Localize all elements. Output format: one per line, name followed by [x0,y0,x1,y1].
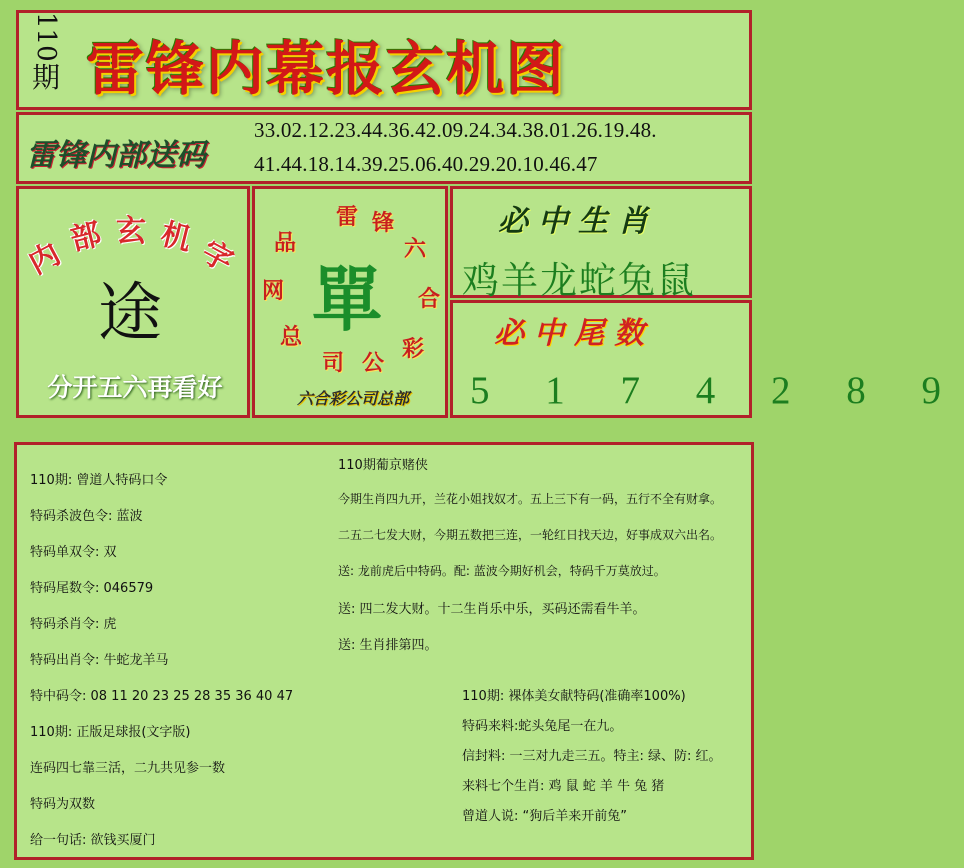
ring-char: 合 [418,286,441,312]
left-line: 特码尾数令: 046579 [30,581,154,596]
ring-char: 彩 [402,336,425,362]
right-line: 来料七个生肖: 鸡 鼠 蛇 羊 牛 兔 猪 [462,779,665,794]
issue-label [26,12,66,94]
tail-digits: 5 1 7 4 2 8 9 [470,369,964,412]
page-title: 雷锋内幕报玄机图 [86,35,567,103]
left-line: 特码杀波色令: 蓝波 [30,509,143,524]
right-line: 送: 龙前虎后中特码。配: 蓝波今期好机会，特码千万莫放过。 [338,564,666,578]
issue-number: 110 [31,12,61,62]
left-line: 特码单双令: 双 [30,545,117,560]
center-big-char: 單 [312,259,382,341]
zodiac-title: 必中生肖 [498,204,658,239]
left-line: 110期: 曾道人特码口令 [30,473,168,488]
ring-char: 雷 [336,204,359,230]
issue-unit: 期 [31,60,60,94]
secret-word-hint: 分开五六再看好 [47,373,223,402]
secret-label-char: 内 [23,236,67,282]
left-line: 特码出肖令: 牛蛇龙羊马 [30,653,169,668]
ring-char: 司 [322,350,345,376]
ring-char: 品 [274,230,297,256]
ring-char: 六 [404,236,427,262]
right-line: 今期生肖四九开，兰花小姐找奴才。五上三下有一码，五行不全有财拿。 [338,492,723,506]
right-line: 曾道人说: “狗后羊来开前兔” [462,809,627,824]
right-line: 110期: 裸体美女献特码(准确率100%) [462,689,686,704]
zodiac-animals: 鸡羊龙蛇兔鼠 [462,259,696,302]
secret-label-char: 机 [157,216,195,259]
tail-title: 必中尾数 [494,316,654,351]
secret-word-label [22,206,252,282]
ring-char: 网 [262,278,285,304]
left-line: 110期: 正版足球报(文字版) [30,725,191,740]
numbers-line-1: 33.02.12.23.44.36.42.09.24.34.38.01.26.19.48. [254,118,657,142]
right-line: 送: 生肖排第四。 [338,638,438,653]
secret-label-char: 玄 [116,214,146,249]
right-line: 信封料: 一三对九走三五。特主: 绿、防: 红。 [462,749,722,764]
left-line: 连码四七靠三活，二九共见参一数 [30,761,226,776]
left-line: 特中码令: 08 11 20 23 25 28 35 36 40 47 [30,689,294,704]
right-line: 110期葡京赌侠 [338,458,428,473]
numbers-line-2: 41.44.18.14.39.25.06.40.29.20.10.46.47 [254,152,598,176]
left-line: 特码杀肖令: 虎 [30,617,117,632]
numbers-label: 雷锋内部送码 [26,138,206,173]
secret-word: 途 [98,277,162,351]
company-label: 六合彩公司总部 [296,389,409,408]
right-line: 特码来料:蛇头兔尾一在九。 [462,719,623,734]
right-line: 送: 四二发大财。十二生肖乐中乐，买码还需看牛羊。 [338,602,646,617]
right-line: 二五二七发大财，今期五数把三连，一轮红日找天边，好事成双六出名。 [338,528,723,542]
ring-char: 总 [280,324,303,350]
secret-label-char: 部 [67,216,105,259]
ring-char: 公 [362,350,385,376]
left-line: 特码为双数 [30,797,96,812]
secret-label-char: 字 [195,234,239,280]
left-line: 给一句话: 欲钱买厦门 [30,833,156,848]
ring-char: 锋 [372,210,395,236]
